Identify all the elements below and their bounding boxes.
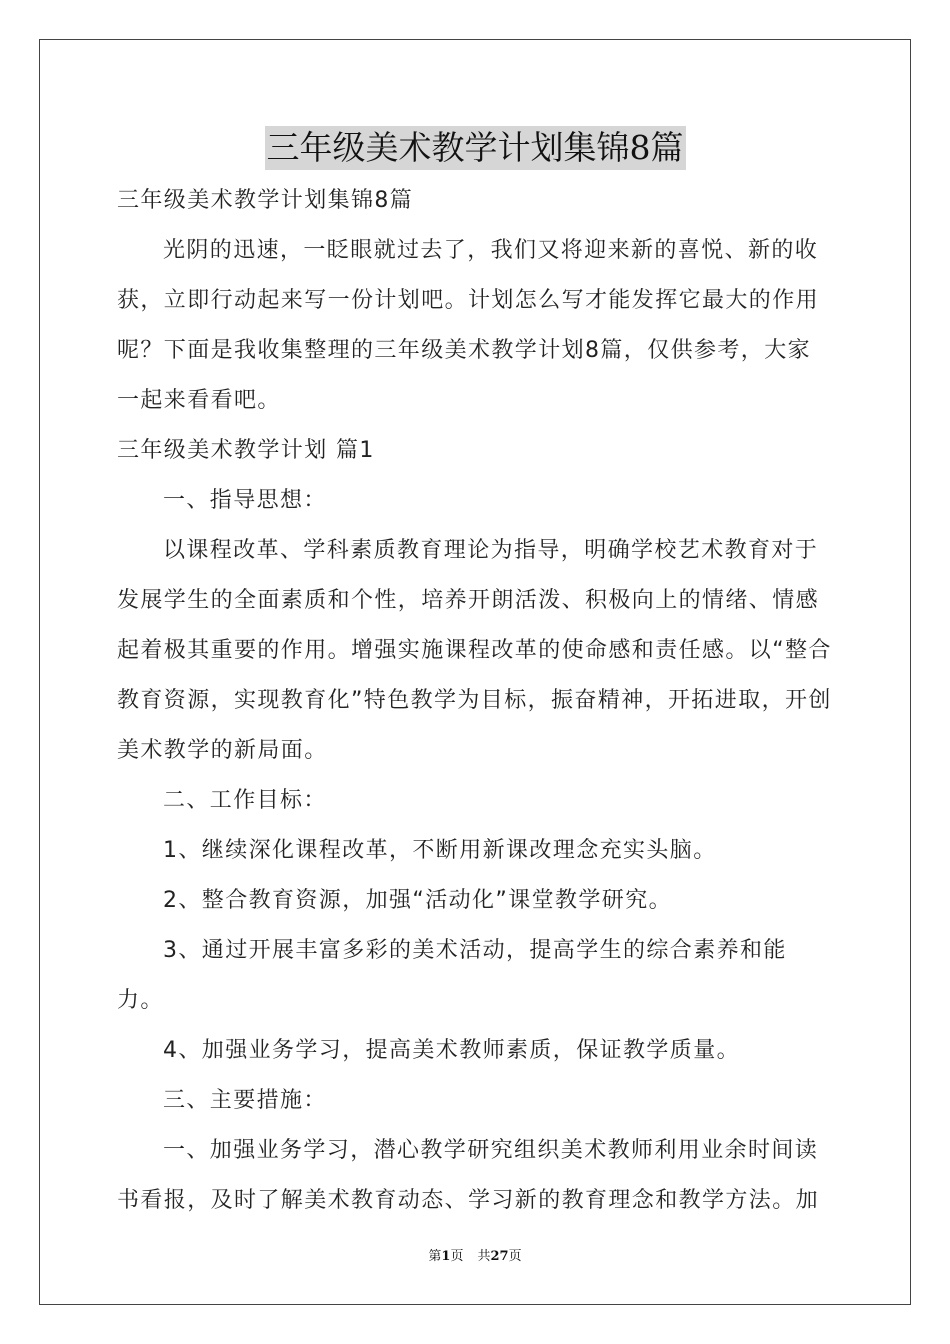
paragraph-guiding-ideology: 以课程改革、学科素质教育理论为指导，明确学校艺术教育对于发展学生的全面素质和个性，培养开朗活泼、积极向上的情绪、情感起着极其重要的作用。增强实施课程改革的使命感和责任感。以“整合教育资源，实现教育化”特色教学为目标，振奋精神，开拓进取，开创美术教学的新局面。 [117, 538, 832, 763]
goal-item-2: 2、整合教育资源，加强“活动化”课堂教学研究。 [163, 888, 672, 913]
goal-item-4: 4、加强业务学习，提高美术教师素质，保证教学质量。 [163, 1038, 740, 1063]
total-prefix: 共 [477, 1249, 491, 1264]
title-container [0, 126, 950, 170]
paragraph-measure-1: 一、加强业务学习，潜心教学研究组织美术教师利用业余时间读书看报，及时了解美术教育动态、学习新的教育理念和教学方法。加 [117, 1138, 820, 1213]
goal-item-3: 3、通过开展丰富多彩的美术活动，提高学生的综合素养和能力。 [117, 938, 787, 1013]
goal-item-1: 1、继续深化课程改革，不断用新课改理念充实头脑。 [163, 838, 717, 863]
page-footer [0, 1245, 950, 1264]
section-heading: 三年级美术教学计划 篇1 [117, 438, 375, 463]
document-body [117, 176, 833, 1226]
page-current: 1 [441, 1249, 451, 1264]
page-suffix: 页 [450, 1249, 464, 1264]
paragraph-subtitle: 三年级美术教学计划集锦8篇 [117, 188, 414, 213]
document-title: 三年级美术教学计划集锦8篇 [265, 126, 686, 170]
heading-work-goals: 二、工作目标： [163, 788, 327, 813]
page-total: 27 [490, 1249, 509, 1264]
heading-main-measures: 三、主要措施： [163, 1088, 327, 1113]
page-prefix: 第 [428, 1249, 442, 1264]
paragraph-intro: 光阴的迅速，一眨眼就过去了，我们又将迎来新的喜悦、新的收获，立即行动起来写一份计划吧。计划怎么写才能发挥它最大的作用呢？下面是我收集整理的三年级美术教学计划8篇，仅供参考，大家一起来看看吧。 [117, 238, 820, 413]
total-suffix: 页 [508, 1249, 522, 1264]
heading-guiding-ideology: 一、指导思想： [163, 488, 327, 513]
